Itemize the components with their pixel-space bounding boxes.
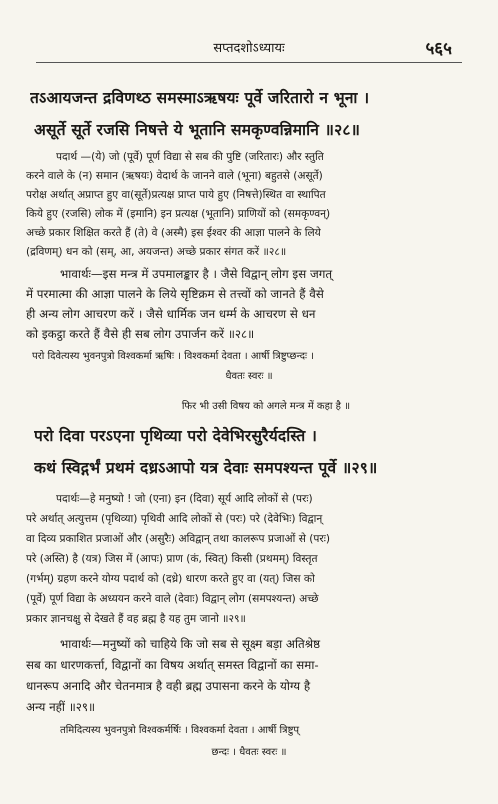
- mantra-29-line-2: कथं स्विद्गर्भं प्रथमं दध्रऽआपो यत्र देवाः समपश्यन्त पूर्वे ॥२९॥: [34, 459, 378, 477]
- bhavartha-28-line: ही अन्य लोग आचरण करें । जैसे धार्मिक जन धर्म्म के आचरण से धन: [26, 307, 316, 321]
- padartha-28-line: पदार्थ —(ये) जो (पूर्वे) पूर्ण विद्या से सब की पुष्टि (जरितारः) और स्तुति: [56, 151, 324, 163]
- mantra-28-line-2: असूर्ते सूर्ते रजसि निषत्ते ये भूतानि समकृण्वन्निमानि ॥२८॥: [34, 121, 361, 139]
- padartha-28-line: (द्रविणम्) धन को (सम्, आ, अयजन्त) अच्छे प्रकार संगत करें ॥२८॥: [26, 246, 287, 258]
- page-header: [0, 36, 498, 62]
- padartha-28-line: अच्छे प्रकार शिक्षित करते हैं (ते) वे (अस्मै) इस ईश्वर की आज्ञा पालने के लिये: [26, 227, 321, 239]
- running-title: सप्तदशोऽध्यायः: [213, 41, 285, 56]
- padartha-29-line: (गर्भम्) ग्रहण करने योग्य पदार्थ को (दध्रे) धारण करते हुए वा (यत्) जिस को: [26, 573, 315, 585]
- padartha-28-line: करने वाले के (न) समान (ऋषयः) वेदार्थ के जानने वाले (भूना) बहुतसे (असूर्ते): [26, 170, 323, 182]
- bhavartha-29-line: सब का धारणकर्त्ता, विद्वानों का विषय अर्थात् समस्त विद्वानों का समा-: [26, 658, 319, 672]
- padartha-28-line: परोक्ष अर्थात् अप्राप्त हुए वा(सूर्ते)प्रत्यक्ष प्राप्त पाये हुए (निषत्ते)स्थित वा स्थापित: [26, 189, 326, 201]
- bhavartha-29-line: अन्य नहीं ॥२९॥: [26, 700, 96, 714]
- bhavartha-29-line: भावार्थः—मनुष्यों को चाहिये कि जो सब से सूक्ष्म बड़ा अतिश्रेष्ठ: [60, 637, 321, 651]
- svara-line: धैवतः स्वरः ॥: [225, 371, 273, 382]
- padartha-29-line: प्रकार ज्ञानचक्षु से देखते हैं वह ब्रह्म है यह तुम जानो ॥२९॥: [26, 613, 246, 625]
- rishi-devata-line: तमिदित्यस्य भुवनपुत्रो विश्वकर्मर्षिः । विश्वकर्मा देवता । आर्षी त्रिष्टुप्: [60, 725, 300, 736]
- svara-line: छन्दः । धैवतः स्वरः ॥: [211, 747, 287, 758]
- bhavartha-28-line: को इकट्ठा करते हैं वैसे ही सब लोग उपार्जन करें ॥२८॥: [26, 327, 255, 341]
- padartha-29-line: परे अर्थात् अत्युत्तम (पृथिव्या) पृथिवी आदि लोकों से (परः) परे (देवेभिः) विद्वान्: [26, 513, 323, 525]
- padartha-29-line: वा दिव्य प्रकाशित प्रजाओं और (असुरैः) अविद्वान् तथा कालरूप प्रजाओं से (परः): [26, 533, 331, 545]
- mantra-29-line-1: परो दिवा परऽएना पृथिव्या परो देवेभिरसुरैर्यदस्ति ।: [34, 427, 318, 445]
- padartha-29-line: पदार्थः—हे मनुष्यो ! जो (एना) इन (दिवा) सूर्य आदि लोकों से (परः): [56, 493, 313, 505]
- rishi-devata-line: परो दिवेत्यस्य भुवनपुत्रो विश्वकर्मा ऋषिः । विश्वकर्मा देवता । आर्षी त्रिष्टुप्छन्दः ।: [32, 351, 315, 362]
- bhavartha-28-line: में परमात्मा की आज्ञा पालने के लिये सृष्टिक्रम से तत्त्वों को जानते हैं वैसे: [26, 287, 324, 301]
- padartha-28-line: किये हुए (रजसि) लोक में (इमानि) इन प्रत्यक्ष (भूतानि) प्राणियों को (समकृण्वन्): [26, 208, 331, 220]
- page-number: ५६५: [425, 39, 452, 59]
- bhavartha-29-line: धानरूप अनादि और चेतनमात्र है वही ब्रह्म उपासना करने के योग्य है: [26, 679, 311, 693]
- mantra-28-line-1: तऽआयजन्त द्रविणथ्ठ समस्माऽऋषयः पूर्वे जरितारो न भूना ।: [30, 89, 370, 107]
- intro-line: फिर भी उसी विषय को अगले मन्त्र में कहा है ॥: [181, 401, 351, 412]
- padartha-29-line: (पूर्वे) पूर्ण विद्या के अध्ययन करने वाले (देवाः) विद्वान् लोग (समपश्यन्त) अच्छे: [26, 593, 319, 605]
- padartha-29-line: परे (अस्ति) है (यत्र) जिस में (आपः) प्राण (कं, स्वित्) किसी (प्रथमम्) विस्तृत: [26, 553, 318, 565]
- header-rule: [36, 62, 462, 63]
- bhavartha-28-line: भावार्थः—इस मन्त्र में उपमालङ्कार है । जैसे विद्वान् लोग इस जगत्: [60, 267, 333, 281]
